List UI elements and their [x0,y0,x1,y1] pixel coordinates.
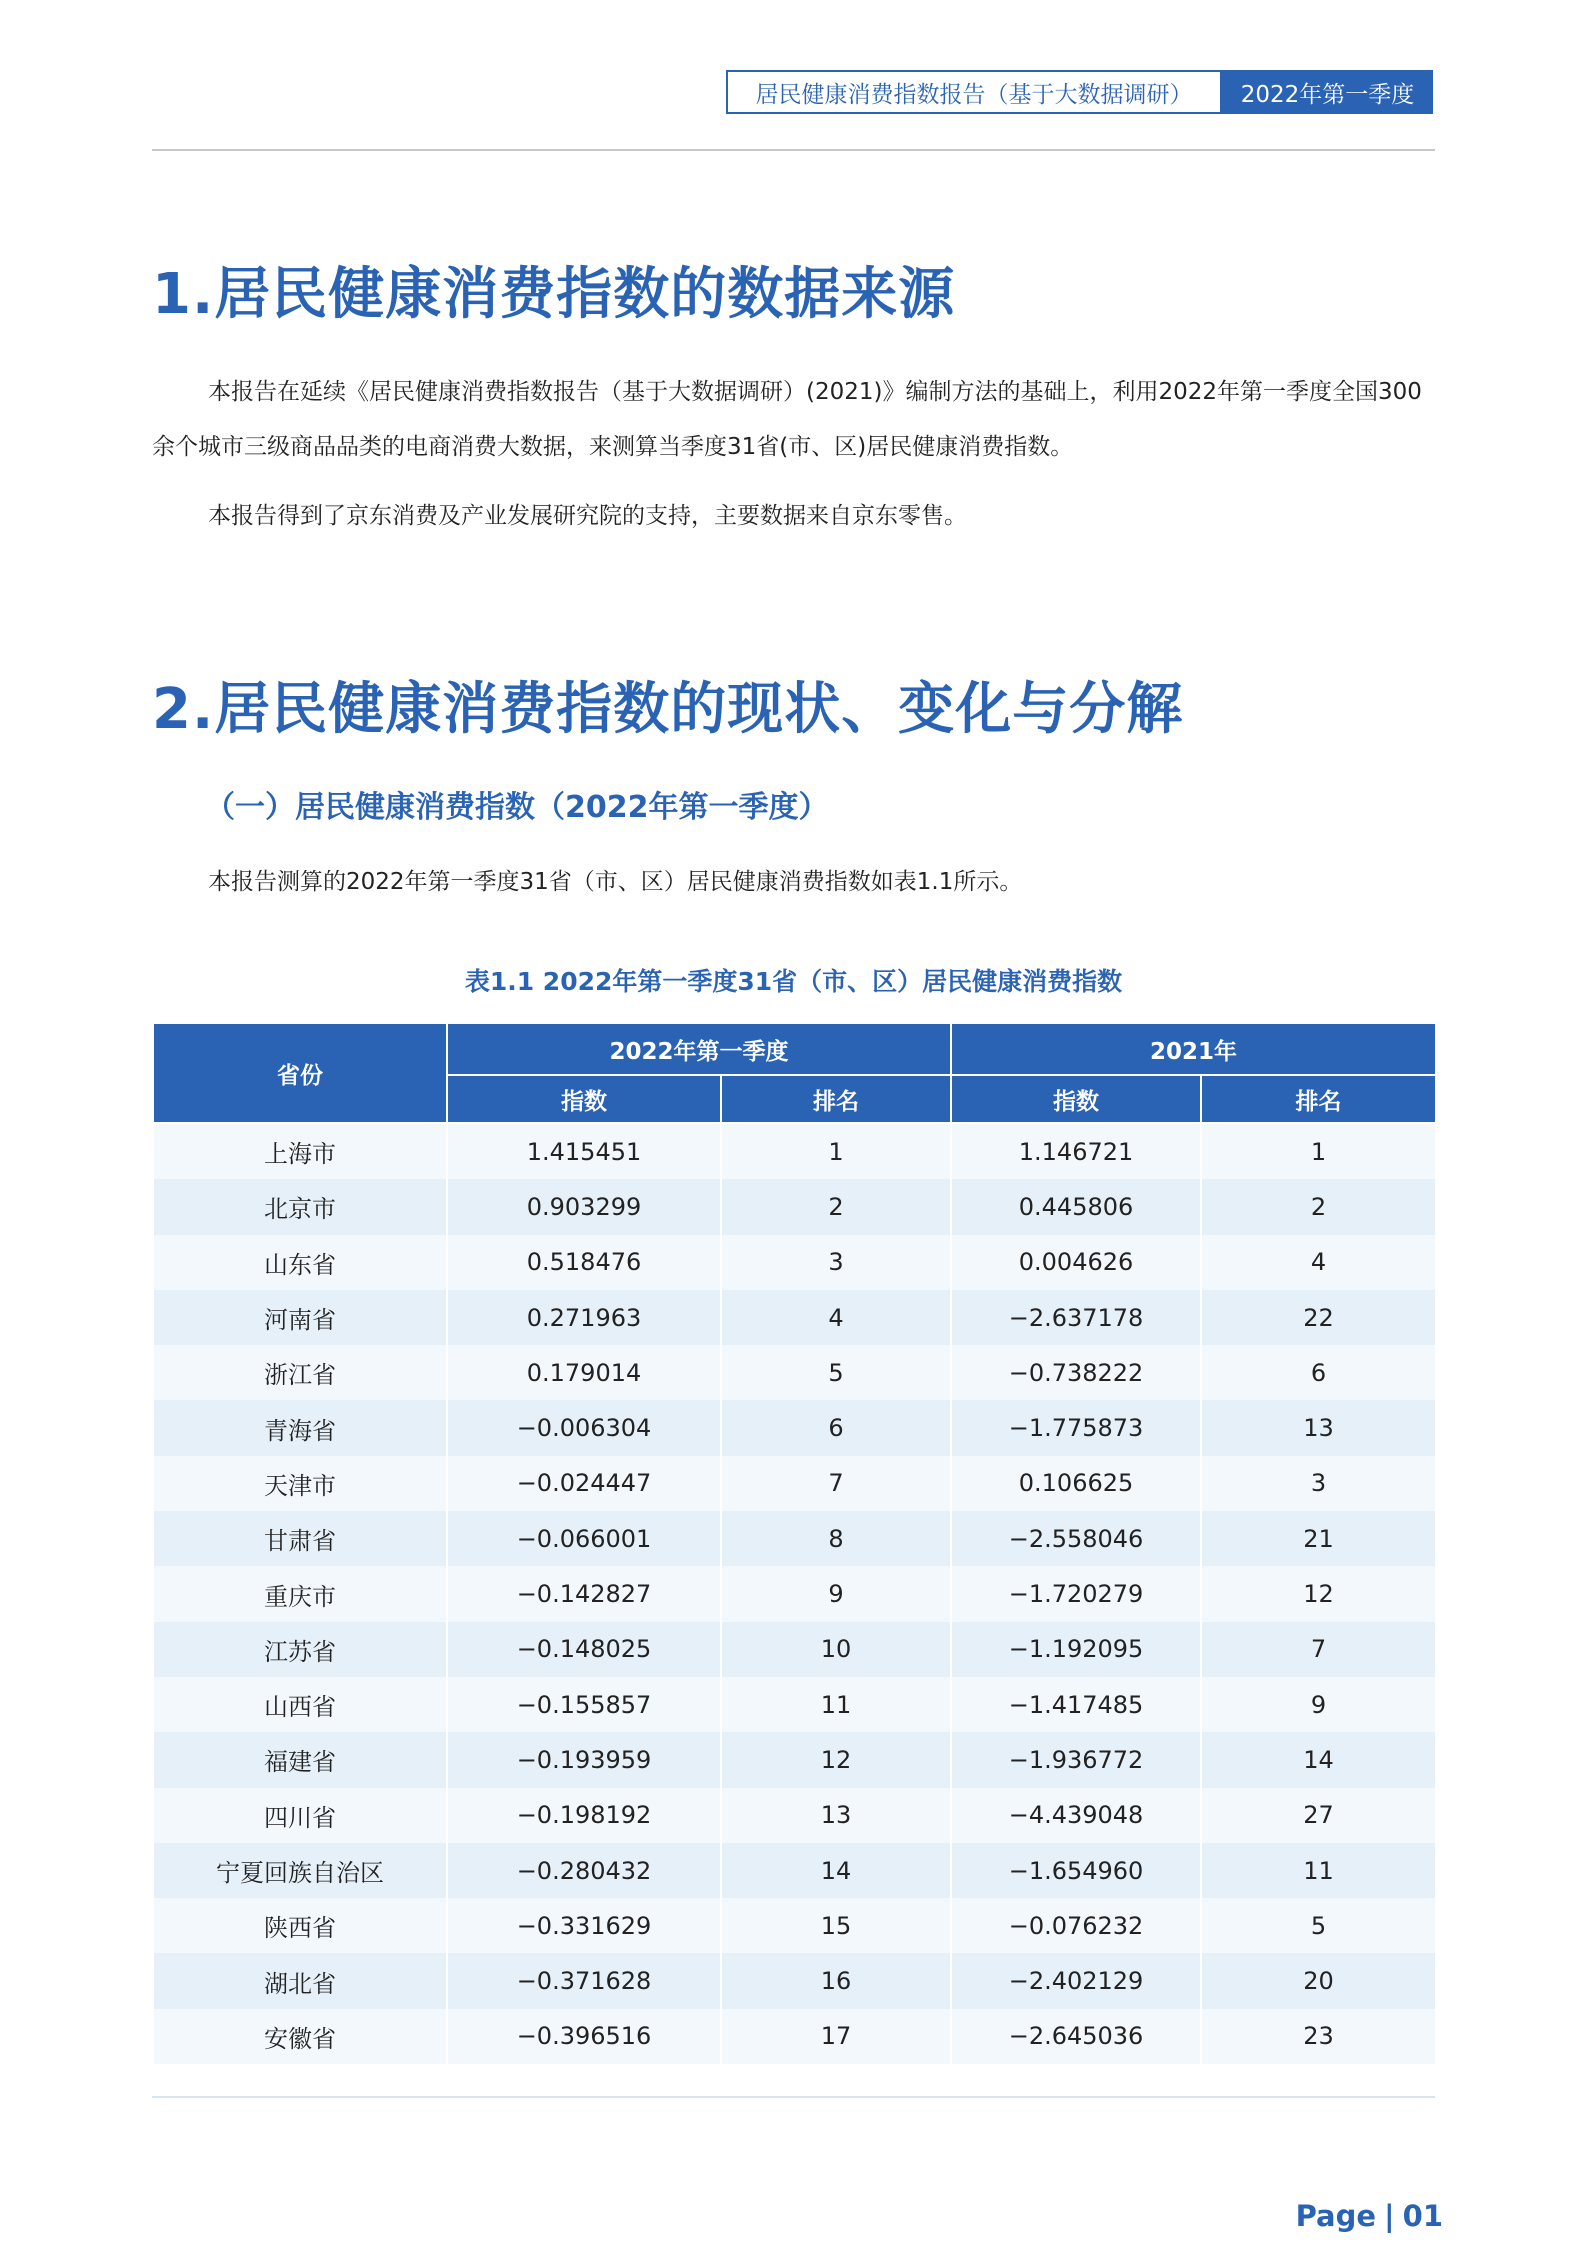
subsection-title: （一）居民健康消费指数（2022年第一季度） [205,790,829,825]
section-2-title: 2.居民健康消费指数的现状、变化与分解 [152,677,1184,742]
table-bottom-rule [152,2096,1435,2098]
cell-index-2021: −1.417485 [951,1677,1201,1732]
cell-rank-2022: 1 [721,1123,951,1179]
table-row [153,1511,1436,1566]
table-row [153,1566,1436,1621]
cell-rank-2022: 9 [721,1566,951,1621]
cell-index-2022: 0.903299 [447,1179,721,1234]
header-group-2021: 2021年 [951,1023,1436,1075]
cell-index-2022: 1.415451 [447,1123,721,1179]
cell-index-2022: −0.006304 [447,1400,721,1455]
cell-rank-2022: 5 [721,1345,951,1400]
table-row [153,1953,1436,2008]
cell-rank-2021: 5 [1201,1898,1436,1953]
cell-index-2021: −1.192095 [951,1622,1201,1677]
cell-index-2022: −0.155857 [447,1677,721,1732]
cell-rank-2022: 7 [721,1456,951,1511]
table-body [153,1123,1436,2064]
header-rank-2021: 排名 [1201,1075,1436,1123]
cell-index-2021: −2.645036 [951,2009,1201,2064]
cell-index-2022: −0.142827 [447,1566,721,1621]
cell-province: 四川省 [153,1788,447,1843]
section-1-paragraph-1: 本报告在延续《居民健康消费指数报告（基于大数据调研）(2021)》编制方法的基础上，利用2022年第一季度全国300余个城市三级商品品类的电商消费大数据，来测算当季度31省(市、区)居民健康消费指数。 [152,379,1422,460]
cell-rank-2022: 8 [721,1511,951,1566]
cell-rank-2021: 22 [1201,1290,1436,1345]
cell-rank-2021: 4 [1201,1235,1436,1290]
report-title: 居民健康消费指数报告（基于大数据调研） [726,70,1222,114]
cell-province: 浙江省 [153,1345,447,1400]
cell-index-2021: −0.738222 [951,1345,1201,1400]
cell-index-2021: 0.004626 [951,1235,1201,1290]
cell-index-2021: 0.445806 [951,1179,1201,1234]
cell-province: 天津市 [153,1456,447,1511]
cell-province: 青海省 [153,1400,447,1455]
table-row [153,1843,1436,1898]
header-divider [152,149,1435,151]
cell-index-2021: −2.402129 [951,1953,1201,2008]
cell-rank-2022: 10 [721,1622,951,1677]
page-separator: | [1384,2199,1395,2233]
cell-rank-2021: 1 [1201,1123,1436,1179]
header-province: 省份 [153,1023,447,1123]
cell-rank-2022: 13 [721,1788,951,1843]
table-row [153,1345,1436,1400]
table-row [153,2009,1436,2064]
table-row [153,1456,1436,1511]
cell-index-2022: −0.371628 [447,1953,721,2008]
table-row [153,1788,1436,1843]
cell-rank-2022: 3 [721,1235,951,1290]
cell-rank-2022: 4 [721,1290,951,1345]
cell-rank-2022: 15 [721,1898,951,1953]
cell-province: 北京市 [153,1179,447,1234]
cell-index-2021: −2.637178 [951,1290,1201,1345]
cell-index-2022: −0.198192 [447,1788,721,1843]
cell-index-2022: 0.518476 [447,1235,721,1290]
cell-province: 上海市 [153,1123,447,1179]
cell-rank-2021: 2 [1201,1179,1436,1234]
cell-rank-2021: 13 [1201,1400,1436,1455]
header-group-2022: 2022年第一季度 [447,1023,951,1075]
table-row [153,1898,1436,1953]
report-period: 2022年第一季度 [1222,70,1433,114]
page-label: Page [1295,2199,1377,2233]
cell-rank-2021: 20 [1201,1953,1436,2008]
cell-province: 江苏省 [153,1622,447,1677]
table-row [153,1400,1436,1455]
page-number-value: 01 [1402,2199,1443,2233]
running-header [726,70,1433,114]
table-row [153,1677,1436,1732]
cell-province: 河南省 [153,1290,447,1345]
cell-rank-2021: 21 [1201,1511,1436,1566]
cell-rank-2021: 11 [1201,1843,1436,1898]
table-row [153,1732,1436,1787]
cell-index-2022: −0.193959 [447,1732,721,1787]
cell-province: 山东省 [153,1235,447,1290]
cell-rank-2022: 17 [721,2009,951,2064]
cell-index-2021: −1.775873 [951,1400,1201,1455]
cell-index-2022: 0.179014 [447,1345,721,1400]
section-1-paragraph-2: 本报告得到了京东消费及产业发展研究院的支持，主要数据来自京东零售。 [208,503,967,529]
cell-index-2021: −1.720279 [951,1566,1201,1621]
cell-rank-2022: 6 [721,1400,951,1455]
table-row [153,1179,1436,1234]
table-row [153,1123,1436,1179]
cell-rank-2021: 27 [1201,1788,1436,1843]
consumption-index-table [152,1022,1437,2064]
cell-index-2022: −0.024447 [447,1456,721,1511]
header-index-2022: 指数 [447,1075,721,1123]
cell-rank-2022: 16 [721,1953,951,2008]
cell-rank-2021: 12 [1201,1566,1436,1621]
cell-index-2021: −2.558046 [951,1511,1201,1566]
cell-rank-2022: 2 [721,1179,951,1234]
cell-index-2022: −0.066001 [447,1511,721,1566]
table-row [153,1290,1436,1345]
section-1-title: 1.居民健康消费指数的数据来源 [152,262,956,327]
cell-province: 湖北省 [153,1953,447,2008]
cell-index-2022: −0.331629 [447,1898,721,1953]
cell-rank-2021: 23 [1201,2009,1436,2064]
cell-province: 宁夏回族自治区 [153,1843,447,1898]
cell-index-2021: −4.439048 [951,1788,1201,1843]
cell-province: 重庆市 [153,1566,447,1621]
cell-rank-2022: 12 [721,1732,951,1787]
cell-index-2021: 0.106625 [951,1456,1201,1511]
cell-province: 安徽省 [153,2009,447,2064]
cell-rank-2022: 14 [721,1843,951,1898]
cell-index-2021: 1.146721 [951,1123,1201,1179]
table-caption: 表1.1 2022年第一季度31省（市、区）居民健康消费指数 [464,967,1123,996]
cell-rank-2022: 11 [721,1677,951,1732]
header-index-2021: 指数 [951,1075,1201,1123]
cell-rank-2021: 9 [1201,1677,1436,1732]
cell-index-2022: 0.271963 [447,1290,721,1345]
cell-rank-2021: 7 [1201,1622,1436,1677]
cell-index-2022: −0.396516 [447,2009,721,2064]
cell-rank-2021: 3 [1201,1456,1436,1511]
table-row [153,1622,1436,1677]
table-row [153,1235,1436,1290]
section-2-paragraph: 本报告测算的2022年第一季度31省（市、区）居民健康消费指数如表1.1所示。 [208,869,1023,895]
cell-index-2022: −0.148025 [447,1622,721,1677]
cell-index-2021: −1.936772 [951,1732,1201,1787]
cell-province: 福建省 [153,1732,447,1787]
header-rank-2022: 排名 [721,1075,951,1123]
cell-index-2022: −0.280432 [447,1843,721,1898]
cell-rank-2021: 14 [1201,1732,1436,1787]
cell-rank-2021: 6 [1201,1345,1436,1400]
cell-index-2021: −0.076232 [951,1898,1201,1953]
page-number [1200,2199,1443,2233]
cell-index-2021: −1.654960 [951,1843,1201,1898]
cell-province: 陕西省 [153,1898,447,1953]
cell-province: 山西省 [153,1677,447,1732]
cell-province: 甘肃省 [153,1511,447,1566]
